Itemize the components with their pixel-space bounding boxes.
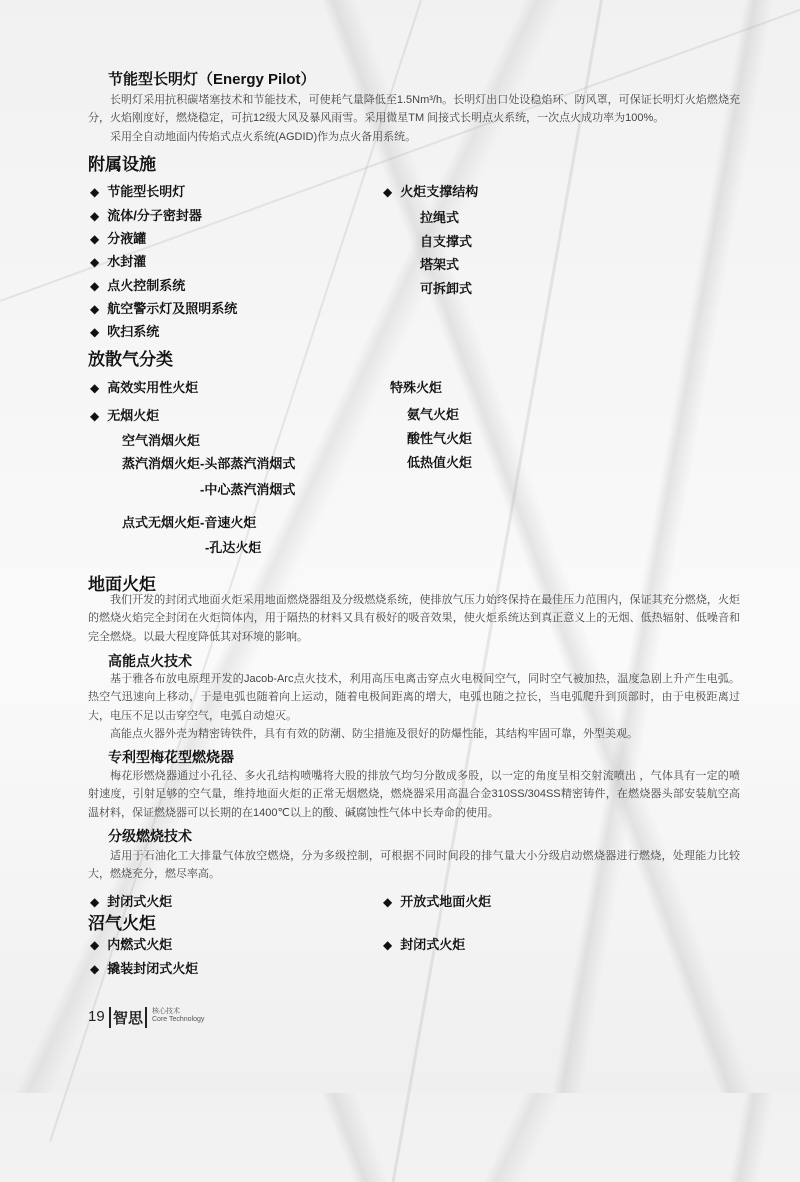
item-label: 水封灌 — [107, 254, 147, 269]
accessory-item — [90, 205, 202, 224]
ignition-title: 高能点火技术 — [108, 653, 192, 669]
item-label: 无烟火炬 — [107, 408, 160, 423]
accessories-title: 附属设施 — [88, 155, 156, 174]
special-item: 酸性气火炬 — [407, 431, 473, 446]
class-subitem: 点式无烟火炬-音速火炬 — [122, 515, 257, 530]
brand-logo: 智思 — [109, 1007, 147, 1028]
item-label: 封闭式火炬 — [400, 937, 466, 952]
page-number: 19 — [88, 1008, 105, 1025]
support-item: 可拆卸式 — [420, 281, 473, 296]
item-label: 吹扫系统 — [107, 324, 160, 339]
diamond-bullet-icon: ◆ — [90, 409, 100, 423]
section-label — [152, 1008, 204, 1024]
support-item: 塔架式 — [420, 257, 460, 272]
accessory-item — [90, 181, 185, 200]
special-title: 特殊火炬 — [390, 380, 443, 395]
ignition-paragraph: 基于雅各布放电原理开发的Jacob-Arc点火技术，利用高压电离击穿点火电极间空气，同时空气被加热，温度急剧上升产生电弧。热空气迅速向上移动，于是电弧也随着向上运动，随着电极间距离的增大，电弧也随之拉长，当电弧爬升到顶部时，由于电极距离过大，电压不足以击穿空气，电弧自动熄灭。 — [88, 673, 740, 722]
item-label: 点火控制系统 — [107, 278, 186, 293]
item-label: 封闭式火炬 — [107, 894, 173, 909]
classification-title: 放散气分类 — [88, 350, 173, 369]
accessory-item — [90, 321, 159, 340]
diamond-bullet-icon: ◆ — [90, 895, 100, 909]
biogas-item — [90, 934, 172, 953]
accessory-item — [90, 228, 146, 247]
diamond-bullet-icon: ◆ — [90, 279, 100, 293]
item-label: 撬装封闭式火炬 — [107, 961, 199, 976]
accessory-item — [90, 275, 185, 294]
support-item: 自支撑式 — [420, 234, 473, 249]
pilot-paragraph-2: 采用全自动地面内传焰式点火系统(AGDID)作为点火备用系统。 — [110, 131, 417, 143]
class-subitem: -中心蒸汽消烟式 — [200, 482, 296, 497]
diamond-bullet-icon: ◆ — [90, 302, 100, 316]
class-item — [90, 377, 198, 396]
diamond-bullet-icon: ◆ — [90, 255, 100, 269]
class-subitem: 蒸汽消烟火炬-头部蒸汽消烟式 — [122, 456, 296, 471]
support-item: 拉绳式 — [420, 210, 460, 225]
item-label: 流体/分子密封器 — [107, 208, 202, 223]
burner-paragraph: 梅花形燃烧器通过小孔径、多火孔结构喷嘴将大股的排放气均匀分散成多股，以一定的角度呈相交射流喷出 ，气体具有一定的喷射速度，引射足够的空气量，维持地面火炬的正常无烟燃烧，燃烧器采用高温合金310SS/304SS精密铸件，在燃烧器头部安装航空高温材料，保证燃烧器可以长期的在1400℃以上的酸、碱腐蚀性气体中长寿命的使用。 — [88, 770, 740, 819]
support-structure-title — [383, 181, 478, 200]
diamond-bullet-icon: ◆ — [90, 938, 100, 952]
item-label: 航空警示灯及照明系统 — [107, 301, 238, 316]
staged-paragraph: 适用于石油化工大排量气体放空燃烧，分为多级控制，可根据不同时间段的排气量大小分级启动燃烧器进行燃烧，处理能力比较大，燃烧充分，燃尽率高。 — [88, 850, 740, 881]
item-label: 内燃式火炬 — [107, 937, 173, 952]
biogas-title: 沼气火炬 — [88, 914, 156, 933]
ground-item — [90, 891, 172, 910]
diamond-bullet-icon: ◆ — [90, 381, 100, 395]
staged-title: 分级燃烧技术 — [108, 828, 192, 844]
ignition-paragraph-2: 高能点火器外壳为精密铸铁件，具有有效的防潮、防尘措施及很好的防爆性能，其结构牢固可靠，外型美观。 — [110, 728, 638, 740]
item-label: 节能型长明灯 — [107, 184, 186, 199]
item-label: 开放式地面火炬 — [400, 894, 492, 909]
diamond-bullet-icon: ◆ — [90, 232, 100, 246]
item-label: 火炬支撑结构 — [400, 184, 479, 199]
accessory-item — [90, 251, 146, 270]
ground-title: 地面火炬 — [88, 575, 156, 594]
ground-item — [383, 891, 491, 910]
pilot-paragraph: 长明灯采用抗积碳堵塞技术和节能技术，可使耗气量降低至1.5Nm³/h。长明灯出口处设稳焰环、防风罩，可保证长明灯火焰燃烧充分，火焰刚度好，燃烧稳定，可抗12级大风及暴风雨雪。采用微星TM 间接式长明点火系统，一次点火成功率为100%。 — [88, 94, 740, 125]
section-en: Core Technology — [152, 1016, 205, 1023]
class-item — [90, 405, 159, 424]
class-subitem: -孔达火炬 — [205, 540, 262, 555]
diamond-bullet-icon: ◆ — [90, 209, 100, 223]
diamond-bullet-icon: ◆ — [90, 325, 100, 339]
diamond-bullet-icon: ◆ — [90, 185, 100, 199]
biogas-item — [90, 958, 198, 977]
class-subitem: 空气消烟火炬 — [122, 433, 201, 448]
diamond-bullet-icon: ◆ — [383, 185, 393, 199]
special-item: 低热值火炬 — [407, 455, 473, 470]
biogas-item — [383, 934, 465, 953]
burner-title: 专利型梅花型燃烧器 — [108, 749, 234, 765]
item-label: 高效实用性火炬 — [107, 380, 199, 395]
accessory-item — [90, 298, 237, 317]
diamond-bullet-icon: ◆ — [383, 895, 393, 909]
section-cn: 核心技术 — [152, 1008, 180, 1015]
pilot-title: 节能型长明灯（Energy Pilot） — [108, 71, 316, 88]
special-item: 氨气火炬 — [407, 407, 460, 422]
ground-paragraph: 我们开发的封闭式地面火炬采用地面燃烧器组及分级燃烧系统，使排放气压力始终保持在最佳压力范围内，保证其充分燃烧，火炬的燃烧火焰完全封闭在火炬筒体内，用于隔热的材料又具有极好的吸音效果，使火炬系统达到真正意义上的无烟、低热辐射、低噪音和完全燃烧。以最大程度降低其对环境的影响。 — [88, 594, 740, 643]
diamond-bullet-icon: ◆ — [90, 962, 100, 976]
diamond-bullet-icon: ◆ — [383, 938, 393, 952]
item-label: 分液罐 — [107, 231, 147, 246]
